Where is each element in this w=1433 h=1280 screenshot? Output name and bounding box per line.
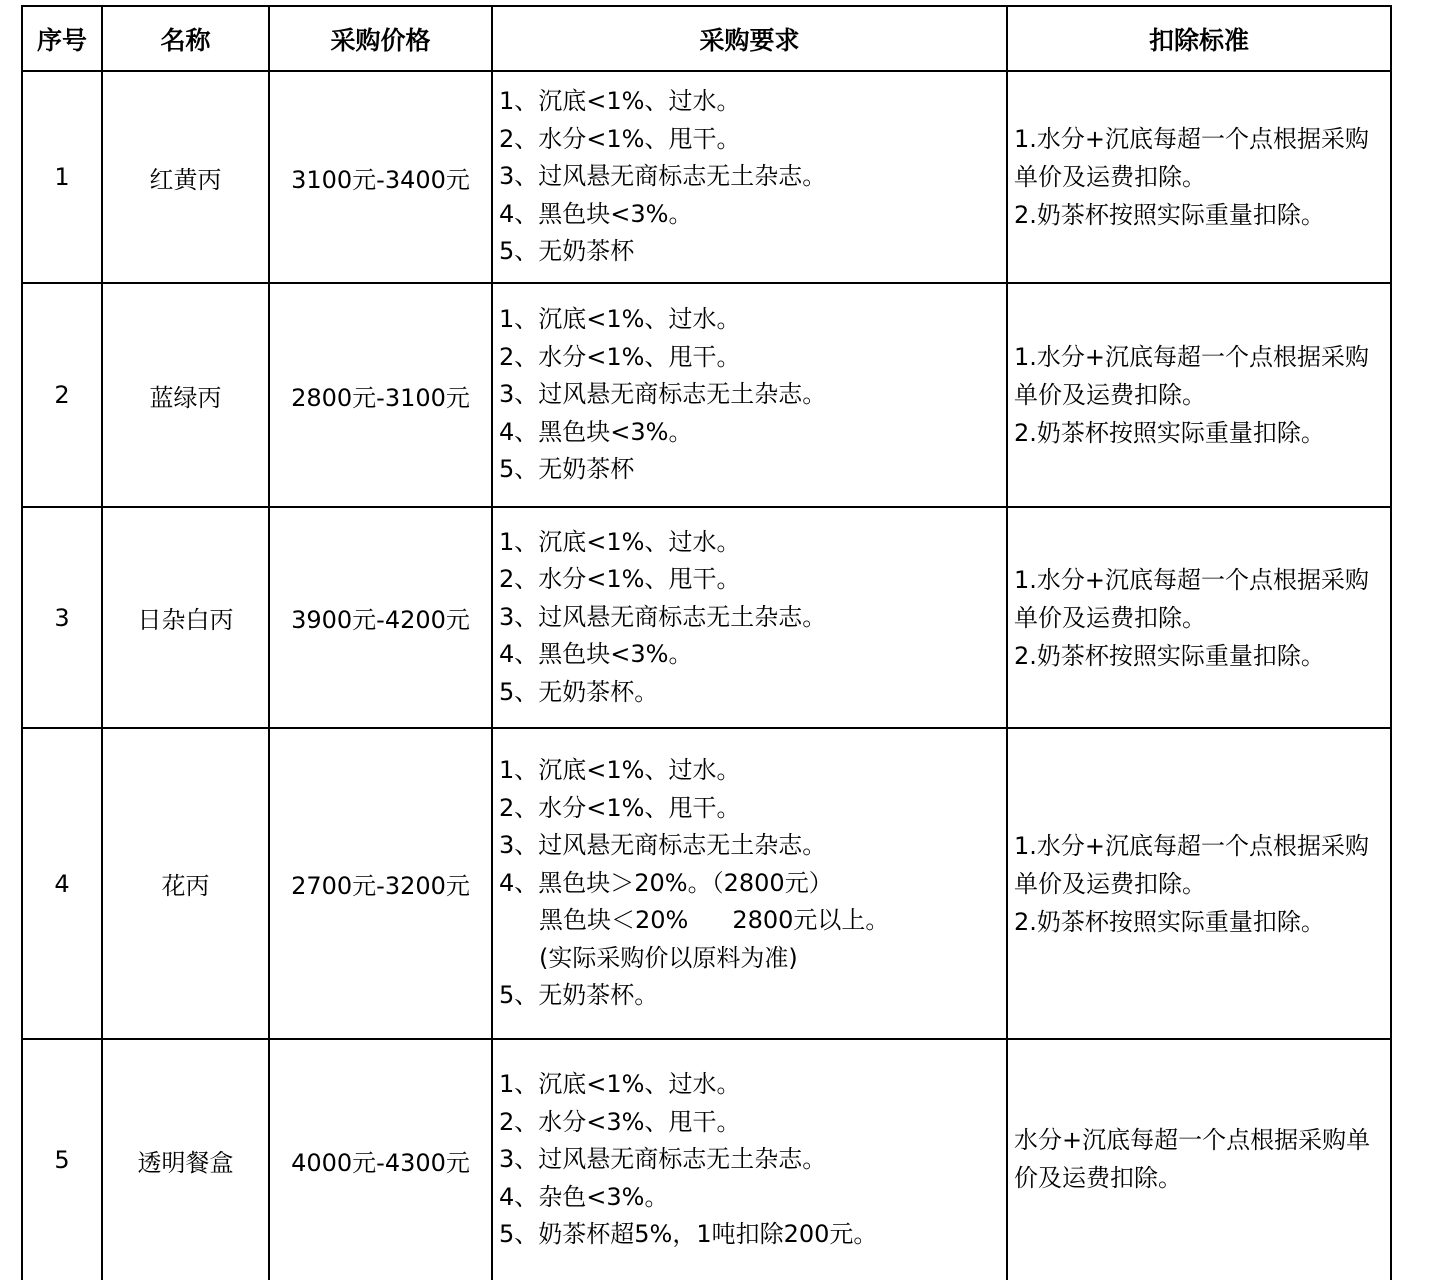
table-row	[22, 507, 1391, 728]
requirement-line: 1、沉底<1%、过水。	[499, 527, 741, 556]
deduction-line: 2.奶茶杯按照实际重量扣除。	[1014, 907, 1325, 936]
price-range: 2800元-3100元	[269, 283, 492, 507]
price-range: 4000元-4300元	[269, 1039, 492, 1280]
table-body	[22, 71, 1391, 1280]
table-row	[22, 283, 1391, 507]
row-number: 5	[22, 1039, 102, 1280]
requirement-line: 2、水分<3%、甩干。	[499, 1107, 741, 1136]
requirement-line: 2、水分<1%、甩干。	[499, 124, 741, 153]
table-row	[22, 71, 1391, 283]
deduction-cell	[1007, 507, 1391, 728]
requirement-line: 5、无奶茶杯	[499, 455, 635, 484]
deduction-cell	[1007, 71, 1391, 283]
header-price: 采购价格	[269, 6, 492, 71]
header-no: 序号	[22, 6, 102, 71]
requirements-cell	[492, 1039, 1007, 1280]
requirements-cell	[492, 283, 1007, 507]
requirements-cell	[492, 728, 1007, 1039]
requirement-line: 5、无奶茶杯	[499, 237, 635, 266]
requirement-line: 5、奶茶杯超5%，1吨扣除200元。	[499, 1220, 878, 1248]
deduction-line: 2.奶茶杯按照实际重量扣除。	[1014, 419, 1325, 447]
row-number: 3	[22, 507, 102, 728]
requirement-line: 3、过风悬无商标志无土杂志。	[499, 380, 827, 409]
row-number: 1	[22, 71, 102, 283]
table-row	[22, 728, 1391, 1039]
row-number: 2	[22, 283, 102, 507]
price-range: 2700元-3200元	[269, 728, 492, 1039]
requirement-line: 1、沉底<1%、过水。	[499, 756, 741, 785]
requirement-line: 2、水分<1%、甩干。	[499, 565, 741, 594]
price-range: 3100元-3400元	[269, 71, 492, 283]
material-name: 蓝绿丙	[102, 283, 269, 507]
requirements-cell	[492, 71, 1007, 283]
requirement-line: 1、沉底<1%、过水。	[499, 1070, 741, 1098]
table-row	[22, 1039, 1391, 1280]
deduction-line: 2.奶茶杯按照实际重量扣除。	[1014, 201, 1325, 229]
purchase-price-table	[21, 5, 1392, 1280]
header-row	[22, 6, 1391, 71]
requirement-line: 3、过风悬无商标志无土杂志。	[499, 1145, 827, 1173]
deduction-line: 水分+沉底每超一个点根据采购单价及运费扣除。	[1014, 1126, 1371, 1192]
table-header	[22, 6, 1391, 71]
row-number: 4	[22, 728, 102, 1039]
deduction-cell	[1007, 1039, 1391, 1280]
requirement-line: 5、无奶茶杯。	[499, 981, 659, 1010]
deduction-line: 1.水分+沉底每超一个点根据采购单价及运费扣除。	[1014, 343, 1370, 409]
requirement-line: 2、水分<1%、甩干。	[499, 342, 741, 371]
requirement-line: 4、杂色<3%。	[499, 1182, 669, 1211]
material-name: 透明餐盒	[102, 1039, 269, 1280]
deduction-cell	[1007, 728, 1391, 1039]
requirement-line: 4、黑色块<3%。	[499, 199, 693, 228]
header-deduction: 扣除标准	[1007, 6, 1391, 71]
requirements-cell	[492, 507, 1007, 728]
requirement-note: (实际采购价以原料为准)	[539, 943, 798, 972]
requirement-line: 4、黑色块＞20%。（2800元）	[499, 868, 833, 897]
price-range: 3900元-4200元	[269, 507, 492, 728]
requirement-line: 1、沉底<1%、过水。	[499, 87, 741, 116]
requirement-line: 3、过风悬无商标志无土杂志。	[499, 831, 827, 860]
requirement-subline	[499, 902, 1002, 940]
requirement-line: 4、黑色块<3%。	[499, 640, 693, 669]
requirement-line: 2、水分<1%、甩干。	[499, 793, 741, 822]
material-name: 红黄丙	[102, 71, 269, 283]
deduction-line: 1.水分+沉底每超一个点根据采购单价及运费扣除。	[1014, 831, 1370, 898]
requirement-line: 3、过风悬无商标志无土杂志。	[499, 162, 827, 191]
requirement-sub-price: 2800元以上。	[732, 906, 890, 935]
deduction-line: 1.水分+沉底每超一个点根据采购单价及运费扣除。	[1014, 125, 1370, 191]
requirement-line: 1、沉底<1%、过水。	[499, 305, 741, 334]
material-name: 日杂白丙	[102, 507, 269, 728]
deduction-line: 1.水分+沉底每超一个点根据采购单价及运费扣除。	[1014, 565, 1370, 632]
deduction-line: 2.奶茶杯按照实际重量扣除。	[1014, 641, 1325, 670]
requirement-line: 5、无奶茶杯。	[499, 677, 659, 706]
requirement-sub-condition: 黑色块＜20%	[539, 906, 689, 935]
deduction-cell	[1007, 283, 1391, 507]
material-name: 花丙	[102, 728, 269, 1039]
requirement-line: 4、黑色块<3%。	[499, 417, 693, 446]
header-requirements: 采购要求	[492, 6, 1007, 71]
header-name: 名称	[102, 6, 269, 71]
requirement-line: 3、过风悬无商标志无土杂志。	[499, 602, 827, 631]
